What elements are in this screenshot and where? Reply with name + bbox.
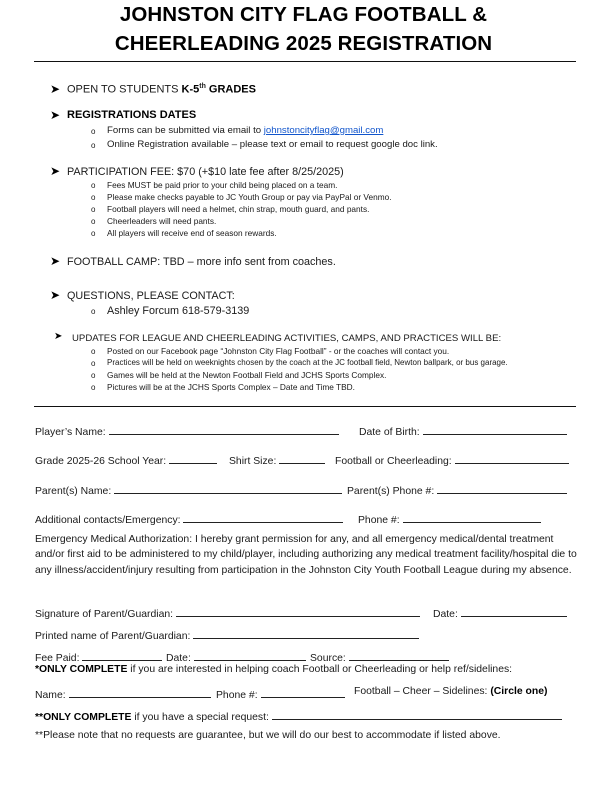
circle-bullet-icon: o [91,383,96,392]
emergency-authorization: Emergency Medical Authorization: I hereby grant permission for any, and all emergency medical/dental treatment and/or first aid to be administered to my child/player, including authorizing any medical treatment facility/hospital die to any illness/accident/injury resulting from participation in the Johnston City Youth Football League during my absence. [35,534,577,576]
parent-name-field[interactable] [114,482,342,494]
emergency-phone-field[interactable] [403,511,541,523]
title-line-2: CHEERLEADING 2025 REGISTRATION [114,32,493,55]
football-camp: FOOTBALL CAMP: TBD – more info sent from coaches. [67,256,336,268]
signature-field[interactable] [176,605,420,617]
updates-item: Pictures will be at the JCHS Sports Complex – Date and Time TBD. [107,382,355,392]
arrow-bullet-icon: ➤ [50,108,61,122]
fee-item: All players will receive end of season rewards. [107,228,277,238]
grade-row: Grade 2025-26 School Year: [35,452,217,467]
circle-bullet-icon: o [91,307,96,316]
questions-heading: QUESTIONS, PLEASE CONTACT: [67,290,235,302]
arrow-bullet-icon: ➤ [50,82,61,96]
reg-item-email: Forms can be submitted via email to johnstoncityflag@gmail.com [107,125,384,136]
fee-paid-row: Fee Paid: [35,649,162,664]
reg-item-online: Online Registration available – please text or email to request google doc link. [107,139,438,150]
coach-name-row: Name: [35,686,211,701]
grade-field[interactable] [169,452,217,464]
player-name-row: Player’s Name: [35,423,339,438]
special-request-row: **ONLY COMPLETE if you have a special request: [35,708,562,723]
circle-bullet-icon: o [91,217,96,226]
signature-row: Signature of Parent/Guardian: [35,605,420,620]
coach-phone-row: Phone #: [216,686,345,701]
email-link[interactable]: johnstoncityflag@gmail.com [263,125,384,136]
sport-row: Football or Cheerleading: [335,452,569,467]
parent-phone-row: Parent(s) Phone #: [347,482,567,497]
source-field[interactable] [349,649,449,661]
dob-field[interactable] [423,423,567,435]
arrow-bullet-icon: ➤ [50,164,61,178]
circle-bullet-icon: o [91,193,96,202]
circle-bullet-icon: o [91,127,96,136]
circle-bullet-icon: o [91,205,96,214]
emergency-phone-row: Phone #: [358,511,541,526]
registration-heading: REGISTRATIONS DATES [67,109,197,121]
fee-item: Please make checks payable to JC Youth Group or pay via PayPal or Venmo. [107,192,392,202]
circle-bullet-icon: o [91,229,96,238]
arrow-bullet-icon: ➤ [50,288,61,302]
source-row: Source: [310,649,449,664]
signature-date-field[interactable] [461,605,567,617]
guarantee-note: **Please note that no requests are guarantee, but we will do our best to accommodate if listed above. [35,730,501,741]
player-name-field[interactable] [109,423,339,435]
circle-bullet-icon: o [91,141,96,150]
form-divider [34,406,576,407]
parent-name-row: Parent(s) Name: [35,482,342,497]
updates-item: Posted on our Facebook page “Johnston City Flag Football” - or the coaches will contact you. [107,346,450,356]
additional-contacts-row: Additional contacts/Emergency: [35,511,343,526]
circle-bullet-icon: o [91,181,96,190]
printed-name-field[interactable] [193,627,419,639]
updates-item: Games will be held at the Newton Football Field and JCHS Sports Complex. [107,370,387,380]
fee-date-row: Date: [166,649,306,664]
parent-phone-field[interactable] [437,482,567,494]
contact-info: Ashley Forcum 618-579-3139 [107,305,250,317]
fee-date-field[interactable] [194,649,306,661]
coach-note: *ONLY COMPLETE if you are interested in helping coach Football or Cheerleading or help ref/sidelines: [35,664,513,675]
shirt-size-field[interactable] [279,452,325,464]
fee-paid-field[interactable] [82,649,162,661]
arrow-bullet-icon: ➤ [50,254,61,268]
fee-item: Cheerleaders will need pants. [107,216,217,226]
sport-field[interactable] [455,452,569,464]
coach-phone-field[interactable] [261,686,345,698]
role-select[interactable]: Football – Cheer – Sidelines: (Circle one) [354,686,548,697]
printed-name-row: Printed name of Parent/Guardian: [35,627,419,642]
special-request-field[interactable] [272,708,562,720]
fee-item: Football players will need a helmet, chin strap, mouth guard, and pants. [107,204,370,214]
dob-row: Date of Birth: [359,423,567,438]
circle-bullet-icon: o [91,359,96,368]
updates-item: Practices will be held on weeknights chosen by the coach at the JC football field, Newton ballpark, or bus garage. [107,358,508,367]
updates-heading: UPDATES FOR LEAGUE AND CHEERLEADING ACTIVITIES, CAMPS, AND PRACTICES WILL BE: [72,333,502,344]
coach-name-field[interactable] [69,686,211,698]
circle-bullet-icon: o [91,371,96,380]
fee-heading: PARTICIPATION FEE: $70 (+$10 late fee after 8/25/2025) [67,166,344,178]
fee-item: Fees MUST be paid prior to your child being placed on a team. [107,180,338,190]
circle-bullet-icon: o [91,347,96,356]
additional-contacts-field[interactable] [183,511,343,523]
open-to-students: OPEN TO STUDENTS K-5th GRADES [67,83,256,96]
arrow-bullet-icon: ➤ [54,331,63,342]
shirt-row: Shirt Size: [229,452,325,467]
signature-date-row: Date: [433,605,567,620]
title-line-1: JOHNSTON CITY FLAG FOOTBALL & [119,3,488,26]
title-divider [34,61,576,62]
